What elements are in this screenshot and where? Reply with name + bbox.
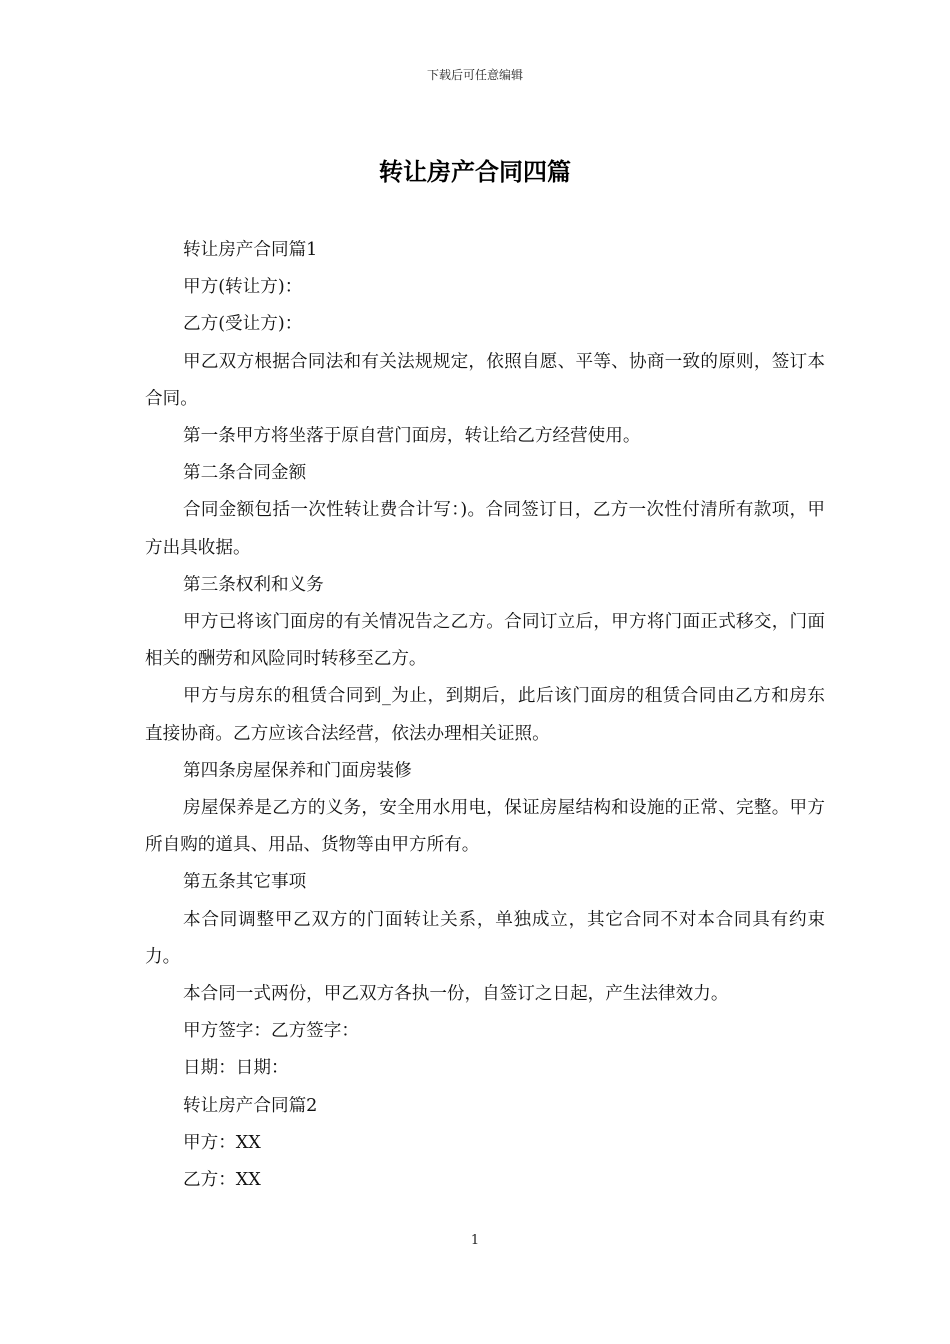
paragraph-party-a: 甲方：XX bbox=[183, 1132, 261, 1153]
paragraph-section-title-1: 转让房产合同篇1 bbox=[183, 240, 318, 260]
paragraph-signatures: 甲方签字：乙方签字： bbox=[183, 1021, 359, 1042]
paragraph: 房屋保养是乙方的义务，安全用水用电，保证房屋结构和设施的正常、完整。甲方所自购的道具、用品、货物等由甲方所有。 bbox=[145, 798, 825, 856]
document-body bbox=[145, 232, 825, 1199]
paragraph-clause-heading: 第四条房屋保养和门面房装修 bbox=[183, 760, 412, 781]
paragraph-dates: 日期：日期： bbox=[183, 1058, 289, 1079]
paragraph-clause-heading: 第五条其它事项 bbox=[183, 872, 307, 893]
paragraph-clause-heading: 第二条合同金额 bbox=[183, 463, 307, 484]
header-note: 下载后可任意编辑 bbox=[426, 68, 523, 82]
paragraph: 甲乙双方根据合同法和有关法规规定，依照自愿、平等、协商一致的原则，签订本合同。 bbox=[145, 351, 825, 409]
paragraph-party-b: 乙方(受让方)： bbox=[183, 314, 303, 335]
paragraph: 第一条甲方将坐落于原自营门面房，转让给乙方经营使用。 bbox=[183, 426, 641, 447]
paragraph: 甲方与房东的租赁合同到_为止，到期后，此后该门面房的租赁合同由乙方和房东直接协商。乙方应该合法经营，依法办理相关证照。 bbox=[145, 686, 825, 744]
paragraph-party-b: 乙方：XX bbox=[183, 1170, 261, 1191]
paragraph-section-title-2: 转让房产合同篇2 bbox=[183, 1095, 318, 1116]
paragraph: 甲方已将该门面房的有关情况告之乙方。合同订立后，甲方将门面正式移交，门面相关的酬劳和风险同时转移至乙方。 bbox=[145, 612, 825, 670]
paragraph-clause-heading: 第三条权利和义务 bbox=[183, 574, 324, 595]
paragraph-party-a: 甲方(转让方)： bbox=[183, 277, 303, 298]
paragraph: 合同金额包括一次性转让费合计写：)。合同签订日，乙方一次性付清所有款项，甲方出具收据。 bbox=[145, 500, 825, 558]
paragraph: 本合同一式两份，甲乙双方各执一份，自签订之日起，产生法律效力。 bbox=[183, 984, 729, 1005]
paragraph: 本合同调整甲乙双方的门面转让关系，单独成立，其它合同不对本合同具有约束力。 bbox=[145, 909, 825, 967]
page-number: 1 bbox=[470, 1233, 480, 1248]
document-title: 转让房产合同四篇 bbox=[379, 158, 571, 186]
